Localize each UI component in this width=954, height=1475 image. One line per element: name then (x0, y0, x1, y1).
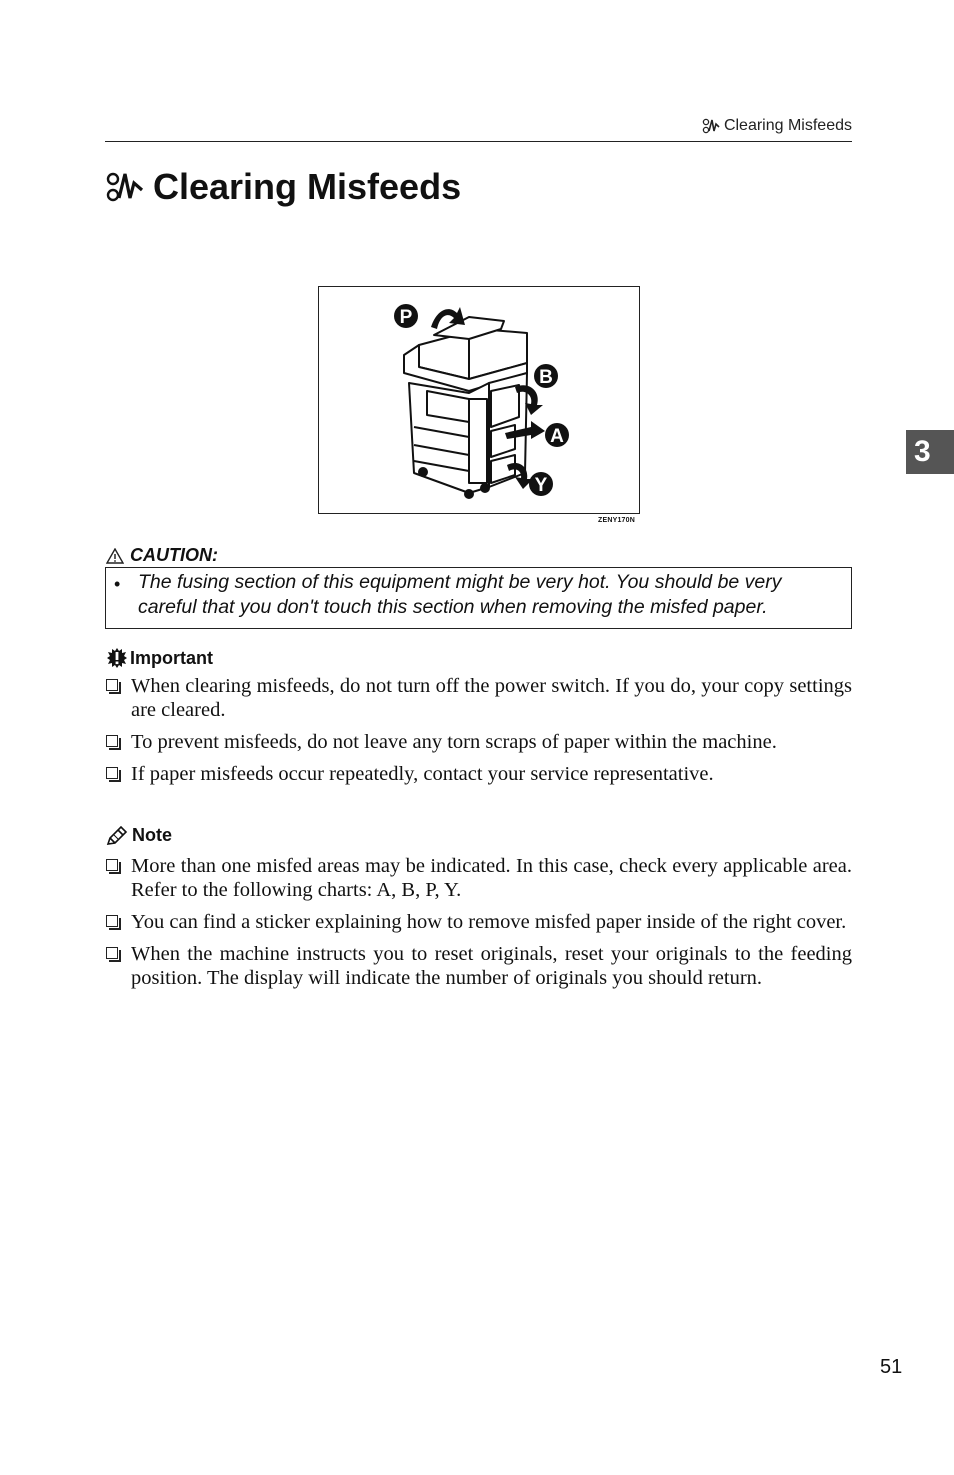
svg-text:Y: Y (534, 475, 548, 496)
misfeed-icon (702, 118, 720, 134)
caution-heading (106, 545, 218, 566)
list-item: When clearing misfeeds, do not turn off the power switch. If you do, your copy settings are cleared. (105, 674, 852, 722)
warning-triangle-icon (106, 548, 124, 564)
page-title-text: Clearing Misfeeds (153, 166, 462, 207)
list-item: More than one misfed areas may be indicated. In this case, check every applicable area. Refer to the following charts: A, B, P, Y. (105, 854, 852, 902)
important-list (105, 674, 852, 794)
list-item: To prevent misfeeds, do not leave any torn scraps of paper within the machine. (105, 730, 852, 754)
caution-text: The fusing section of this equipment might be very hot. You should be very careful that you don't touch this section when removing the misfed paper. (138, 571, 782, 618)
svg-text:A: A (550, 426, 564, 447)
note-heading (106, 825, 172, 846)
checkbox-bullet-icon (106, 859, 118, 871)
important-icon (106, 647, 128, 669)
note-list (105, 854, 852, 998)
page-title (105, 166, 461, 208)
figure-id: ZENY170N (598, 517, 636, 524)
checkbox-bullet-icon (106, 947, 118, 959)
chapter-tab: 3 (906, 430, 954, 474)
svg-text:P: P (399, 307, 413, 328)
svg-text:B: B (539, 367, 553, 388)
running-head (702, 117, 852, 135)
page-number: 51 (880, 1356, 903, 1378)
note-heading-text: Note (132, 825, 172, 845)
misfeed-icon (105, 170, 145, 204)
list-item: You can find a sticker explaining how to remove misfed paper inside of the right cover. (105, 910, 852, 934)
caution-bullet: • (114, 574, 121, 594)
callout-b (534, 364, 558, 388)
callout-p (394, 304, 418, 328)
callout-y (529, 472, 553, 496)
caution-heading-text: CAUTION: (130, 545, 218, 565)
copier-illustration (318, 286, 640, 514)
list-item: When the machine instructs you to reset originals, reset your originals to the feeding position. The display will indicate the number of originals you should return. (105, 942, 852, 990)
callout-a (545, 423, 569, 447)
checkbox-bullet-icon (106, 679, 118, 691)
copier-drawing (319, 287, 639, 513)
pencil-icon (106, 826, 128, 846)
checkbox-bullet-icon (106, 735, 118, 747)
important-heading (106, 647, 213, 669)
important-heading-text: Important (130, 647, 213, 668)
checkbox-bullet-icon (106, 915, 118, 927)
header-rule (105, 141, 852, 142)
caution-box (105, 567, 852, 629)
running-head-text: Clearing Misfeeds (723, 117, 852, 134)
checkbox-bullet-icon (106, 767, 118, 779)
list-item: If paper misfeeds occur repeatedly, contact your service representative. (105, 762, 852, 786)
